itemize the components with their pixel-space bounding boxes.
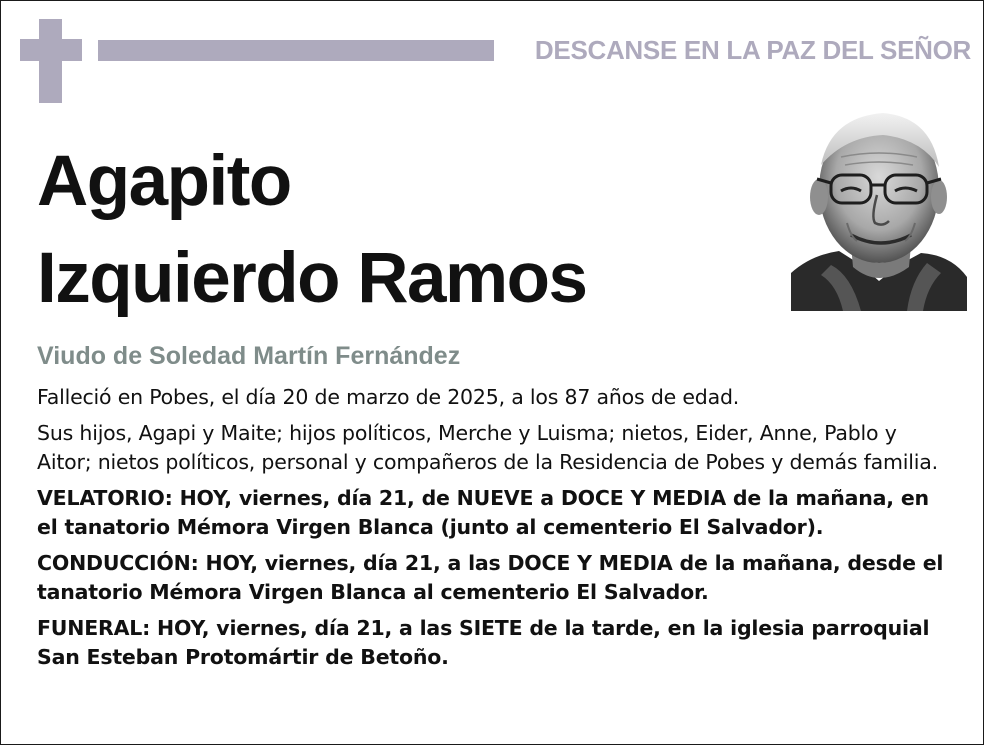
portrait-photo	[791, 105, 967, 311]
header-banner-text: DESCANSE EN LA PAZ DEL SEÑOR	[534, 35, 971, 65]
header-rule	[98, 40, 494, 61]
funeral-details: FUNERAL: HOY, viernes, día 21, a las SIETE de la tarde, en la iglesia parroquial San Esteban Protomártir de Betoño.	[37, 616, 930, 669]
widow-of-line: Viudo de Soledad Martín Fernández	[37, 342, 461, 370]
cross-icon	[39, 19, 62, 103]
wake-details: VELATORIO: HOY, viernes, día 21, de NUEVE a DOCE Y MEDIA de la mañana, en el tanatorio Mémora Virgen Blanca (junto al cementerio El Salvador).	[37, 486, 929, 539]
deceased-first-name: Agapito	[37, 142, 291, 221]
death-notice: Falleció en Pobes, el día 20 de marzo de 2025, a los 87 años de edad.	[37, 385, 740, 409]
procession-details: CONDUCCIÓN: HOY, viernes, día 21, a las DOCE Y MEDIA de la mañana, desde el tanatorio Mémora Virgen Blanca al cementerio El Salvador.	[37, 551, 944, 604]
cross-icon-bar	[20, 39, 82, 61]
obituary-body	[37, 383, 949, 672]
deceased-name	[37, 133, 587, 327]
deceased-last-names: Izquierdo Ramos	[37, 239, 587, 318]
family-mourners: Sus hijos, Agapi y Maite; hijos políticos, Merche y Luisma; nietos, Eider, Anne, Pablo y Aitor; nietos políticos, personal y compañeros de la Residencia de Pobes y demás familia.	[37, 421, 938, 474]
